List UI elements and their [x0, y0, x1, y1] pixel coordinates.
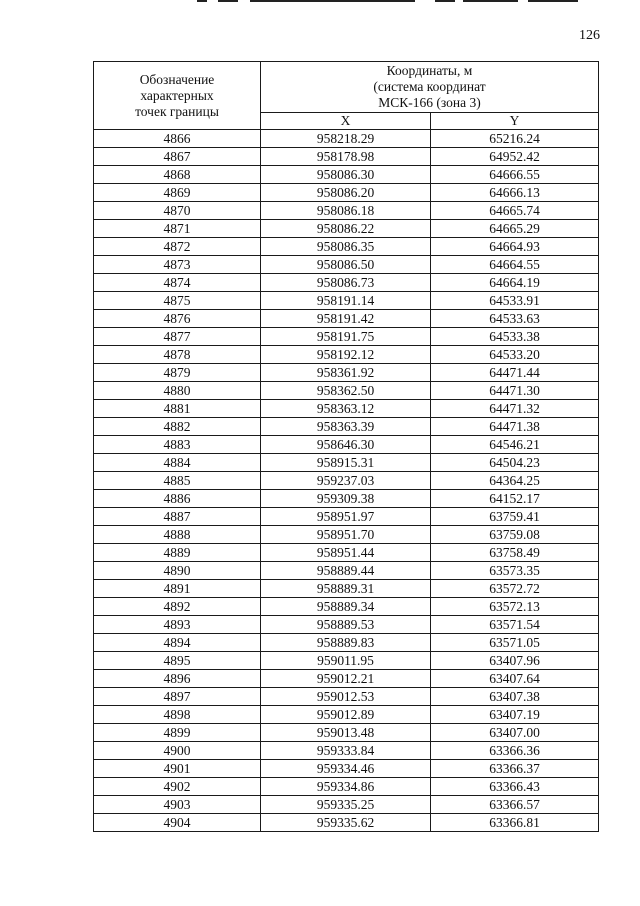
- table-row: [94, 400, 599, 418]
- y-coordinate-cell: 63366.36: [431, 742, 599, 760]
- table-row: [94, 778, 599, 796]
- y-coordinate-cell: 64504.23: [431, 454, 599, 472]
- point-cell: 4882: [94, 418, 261, 436]
- y-coordinate-cell: 63758.49: [431, 544, 599, 562]
- table-row: [94, 796, 599, 814]
- table-row: [94, 562, 599, 580]
- y-coordinate-cell: 65216.24: [431, 130, 599, 148]
- top-scan-marks: [0, 0, 640, 4]
- y-coordinate-cell: 64152.17: [431, 490, 599, 508]
- scan-mark: [218, 0, 238, 2]
- point-cell: 4880: [94, 382, 261, 400]
- table-row: [94, 490, 599, 508]
- point-cell: 4875: [94, 292, 261, 310]
- y-coordinate-cell: 63759.41: [431, 508, 599, 526]
- point-cell: 4893: [94, 616, 261, 634]
- coords-header-line: Координаты, м: [386, 63, 473, 78]
- point-cell: 4885: [94, 472, 261, 490]
- coords-header-line: МСК-166 (зона 3): [378, 95, 481, 110]
- y-coordinate-cell: 63571.05: [431, 634, 599, 652]
- x-coordinate-cell: 958178.98: [261, 148, 431, 166]
- point-cell: 4870: [94, 202, 261, 220]
- scan-mark: [528, 0, 578, 2]
- table-row: [94, 508, 599, 526]
- table-row: [94, 760, 599, 778]
- table-row: [94, 382, 599, 400]
- x-coordinate-cell: 959012.89: [261, 706, 431, 724]
- x-coordinate-cell: 958646.30: [261, 436, 431, 454]
- point-cell: 4876: [94, 310, 261, 328]
- x-coordinate-cell: 959334.86: [261, 778, 431, 796]
- table-row: [94, 256, 599, 274]
- table-row: [94, 580, 599, 598]
- x-coordinate-cell: 958951.70: [261, 526, 431, 544]
- y-coordinate-cell: 63572.13: [431, 598, 599, 616]
- y-coordinate-cell: 63407.96: [431, 652, 599, 670]
- point-cell: 4892: [94, 598, 261, 616]
- point-cell: 4890: [94, 562, 261, 580]
- y-coordinate-cell: 64533.20: [431, 346, 599, 364]
- point-cell: 4867: [94, 148, 261, 166]
- table-row: [94, 598, 599, 616]
- x-coordinate-cell: 958889.83: [261, 634, 431, 652]
- scan-mark: [463, 0, 518, 2]
- x-column-header: X: [261, 113, 431, 130]
- y-coordinate-cell: 64364.25: [431, 472, 599, 490]
- x-coordinate-cell: 958086.20: [261, 184, 431, 202]
- x-coordinate-cell: 958218.29: [261, 130, 431, 148]
- point-cell: 4901: [94, 760, 261, 778]
- coords-header-line: (система координат: [373, 79, 486, 94]
- x-coordinate-cell: 959335.62: [261, 814, 431, 832]
- point-cell: 4902: [94, 778, 261, 796]
- scan-mark: [435, 0, 455, 2]
- point-cell: 4879: [94, 364, 261, 382]
- y-coordinate-cell: 63366.37: [431, 760, 599, 778]
- table-row: [94, 652, 599, 670]
- point-cell: 4881: [94, 400, 261, 418]
- table-row: [94, 166, 599, 184]
- x-coordinate-cell: 958086.18: [261, 202, 431, 220]
- y-coordinate-cell: 63407.00: [431, 724, 599, 742]
- y-coordinate-cell: 64471.30: [431, 382, 599, 400]
- table-row: [94, 202, 599, 220]
- point-cell: 4887: [94, 508, 261, 526]
- table-row: [94, 418, 599, 436]
- x-coordinate-cell: 958889.44: [261, 562, 431, 580]
- y-coordinate-cell: 63759.08: [431, 526, 599, 544]
- x-coordinate-cell: 958192.12: [261, 346, 431, 364]
- x-coordinate-cell: 959335.25: [261, 796, 431, 814]
- point-cell: 4894: [94, 634, 261, 652]
- point-cell: 4889: [94, 544, 261, 562]
- table-row: [94, 220, 599, 238]
- x-coordinate-cell: 959011.95: [261, 652, 431, 670]
- y-coordinate-cell: 64533.63: [431, 310, 599, 328]
- point-header-line: Обозначение: [139, 71, 215, 87]
- scan-mark: [197, 0, 207, 2]
- point-cell: 4871: [94, 220, 261, 238]
- x-coordinate-cell: 958889.31: [261, 580, 431, 598]
- x-coordinate-cell: 959013.48: [261, 724, 431, 742]
- table-row: [94, 364, 599, 382]
- y-coordinate-cell: 64471.32: [431, 400, 599, 418]
- table-row: [94, 688, 599, 706]
- point-cell: 4883: [94, 436, 261, 454]
- table-row: [94, 148, 599, 166]
- x-coordinate-cell: 959333.84: [261, 742, 431, 760]
- point-cell: 4900: [94, 742, 261, 760]
- x-coordinate-cell: 958889.53: [261, 616, 431, 634]
- table-row: [94, 526, 599, 544]
- point-cell: 4877: [94, 328, 261, 346]
- y-coordinate-cell: 64664.93: [431, 238, 599, 256]
- point-cell: 4872: [94, 238, 261, 256]
- x-coordinate-cell: 959309.38: [261, 490, 431, 508]
- y-coordinate-cell: 64546.21: [431, 436, 599, 454]
- table-row: [94, 310, 599, 328]
- x-coordinate-cell: 958363.12: [261, 400, 431, 418]
- x-coordinate-cell: 959334.46: [261, 760, 431, 778]
- point-designation-header: [94, 62, 261, 130]
- table-row: [94, 634, 599, 652]
- page-number: 126: [579, 28, 600, 43]
- y-coordinate-cell: 63366.57: [431, 796, 599, 814]
- table-row: [94, 328, 599, 346]
- point-cell: 4903: [94, 796, 261, 814]
- y-coordinate-cell: 64471.38: [431, 418, 599, 436]
- table-row: [94, 742, 599, 760]
- x-coordinate-cell: 959012.21: [261, 670, 431, 688]
- x-coordinate-cell: 958915.31: [261, 454, 431, 472]
- coordinates-header: [261, 62, 599, 113]
- point-cell: 4899: [94, 724, 261, 742]
- y-coordinate-cell: 64533.91: [431, 292, 599, 310]
- x-coordinate-cell: 959012.53: [261, 688, 431, 706]
- point-cell: 4897: [94, 688, 261, 706]
- table-row: [94, 472, 599, 490]
- point-cell: 4904: [94, 814, 261, 832]
- table-row: [94, 670, 599, 688]
- point-cell: 4869: [94, 184, 261, 202]
- table-row: [94, 706, 599, 724]
- y-coordinate-cell: 63572.72: [431, 580, 599, 598]
- point-cell: 4886: [94, 490, 261, 508]
- point-cell: 4868: [94, 166, 261, 184]
- y-coordinate-cell: 64666.55: [431, 166, 599, 184]
- y-coordinate-cell: 63407.64: [431, 670, 599, 688]
- point-cell: 4866: [94, 130, 261, 148]
- table-row: [94, 184, 599, 202]
- point-cell: 4874: [94, 274, 261, 292]
- coordinates-table: [93, 61, 599, 832]
- y-coordinate-cell: 63407.19: [431, 706, 599, 724]
- point-cell: 4873: [94, 256, 261, 274]
- x-coordinate-cell: 958086.30: [261, 166, 431, 184]
- scan-mark: [250, 0, 415, 2]
- y-coordinate-cell: 64471.44: [431, 364, 599, 382]
- point-cell: 4878: [94, 346, 261, 364]
- table-row: [94, 292, 599, 310]
- y-coordinate-cell: 63573.35: [431, 562, 599, 580]
- point-cell: 4891: [94, 580, 261, 598]
- y-coordinate-cell: 63366.43: [431, 778, 599, 796]
- table-row: [94, 724, 599, 742]
- y-coordinate-cell: 64952.42: [431, 148, 599, 166]
- y-coordinate-cell: 64665.29: [431, 220, 599, 238]
- x-coordinate-cell: 958361.92: [261, 364, 431, 382]
- x-coordinate-cell: 958191.14: [261, 292, 431, 310]
- table-row: [94, 346, 599, 364]
- table-row: [94, 454, 599, 472]
- y-coordinate-cell: 64666.13: [431, 184, 599, 202]
- y-column-header: Y: [431, 113, 599, 130]
- y-coordinate-cell: 64664.55: [431, 256, 599, 274]
- x-coordinate-cell: 959237.03: [261, 472, 431, 490]
- table-row: [94, 130, 599, 148]
- y-coordinate-cell: 63407.38: [431, 688, 599, 706]
- point-cell: 4888: [94, 526, 261, 544]
- x-coordinate-cell: 958086.22: [261, 220, 431, 238]
- x-coordinate-cell: 958086.73: [261, 274, 431, 292]
- table-row: [94, 436, 599, 454]
- y-coordinate-cell: 64533.38: [431, 328, 599, 346]
- x-coordinate-cell: 958191.42: [261, 310, 431, 328]
- point-header-line: характерных: [140, 87, 214, 103]
- x-coordinate-cell: 958086.50: [261, 256, 431, 274]
- table-header-row: [94, 62, 599, 113]
- x-coordinate-cell: 958086.35: [261, 238, 431, 256]
- x-coordinate-cell: 958191.75: [261, 328, 431, 346]
- point-header-line: точек границы: [135, 103, 219, 119]
- y-coordinate-cell: 63571.54: [431, 616, 599, 634]
- table-row: [94, 814, 599, 832]
- x-coordinate-cell: 958362.50: [261, 382, 431, 400]
- x-coordinate-cell: 958951.97: [261, 508, 431, 526]
- table-row: [94, 274, 599, 292]
- point-cell: 4896: [94, 670, 261, 688]
- y-coordinate-cell: 64665.74: [431, 202, 599, 220]
- y-coordinate-cell: 63366.81: [431, 814, 599, 832]
- x-coordinate-cell: 958951.44: [261, 544, 431, 562]
- table-row: [94, 544, 599, 562]
- y-coordinate-cell: 64664.19: [431, 274, 599, 292]
- x-coordinate-cell: 958363.39: [261, 418, 431, 436]
- table-row: [94, 616, 599, 634]
- table-row: [94, 238, 599, 256]
- point-cell: 4898: [94, 706, 261, 724]
- table-body: [94, 130, 599, 832]
- x-coordinate-cell: 958889.34: [261, 598, 431, 616]
- point-cell: 4884: [94, 454, 261, 472]
- point-cell: 4895: [94, 652, 261, 670]
